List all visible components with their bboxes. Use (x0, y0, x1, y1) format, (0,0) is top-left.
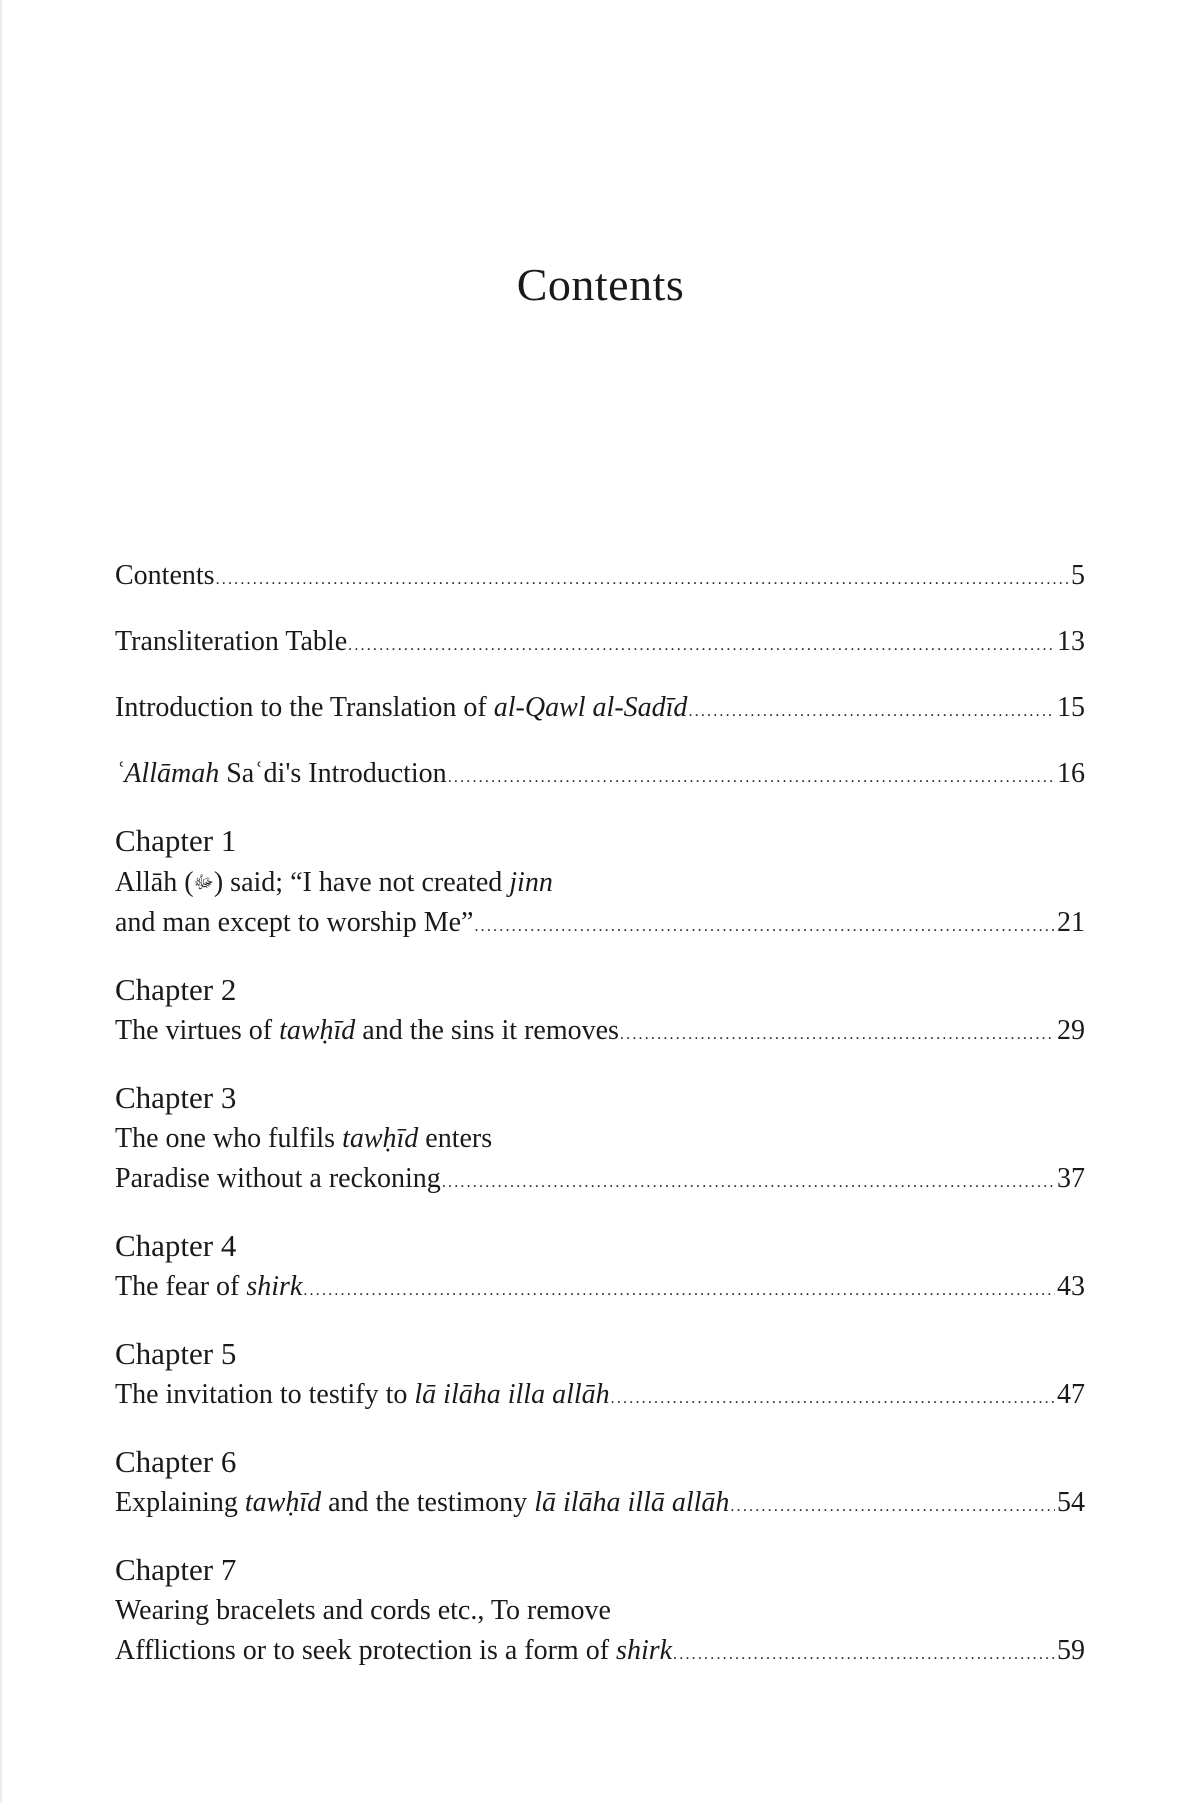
dot-leader (442, 1163, 1055, 1203)
toc-entry-translation-introduction[interactable] (115, 688, 1085, 732)
entry-text-italic: jinn (509, 867, 553, 898)
page-number: 43 (1057, 1271, 1085, 1302)
entry-text: Afflictions or to seek protection is a form of (115, 1635, 617, 1666)
page-number: 54 (1057, 1487, 1085, 1518)
page-number: 21 (1057, 907, 1085, 938)
dot-leader (303, 1271, 1055, 1311)
entry-title-line-1: Wearing bracelets and cords etc., To remove (115, 1595, 611, 1626)
page-number: 59 (1057, 1635, 1085, 1666)
entry-text: Explaining (115, 1487, 245, 1518)
entry-text-italic: tawḥīd (342, 1123, 419, 1154)
entry-title (115, 1011, 619, 1051)
page-number: 47 (1057, 1379, 1085, 1410)
toc-entry-contents[interactable] (115, 556, 1085, 600)
entry-text: and the testimony (321, 1487, 535, 1518)
entry-label: Contents (115, 560, 215, 591)
entry-text: ) said; “I have not created (213, 867, 510, 898)
entry-text-italic: lā ilāha illā allāh (534, 1487, 730, 1518)
entry-label (115, 754, 447, 794)
chapter-heading: Chapter 2 (115, 972, 237, 1007)
dot-leader (611, 1379, 1055, 1419)
entry-text: Allāh ( (115, 867, 194, 898)
entry-title-line-2: Paradise without a reckoning (115, 1163, 441, 1194)
toc-entry-chapter-7[interactable] (115, 1549, 1085, 1675)
entry-label-text: Introduction to the Translation of (115, 692, 494, 723)
entry-title-line-2 (115, 1631, 672, 1671)
entry-text-italic: lā ilāha illa allāh (414, 1379, 610, 1410)
entry-title-line-1 (115, 862, 1085, 903)
entry-text-italic: shirk (616, 1635, 673, 1666)
toc-entry-chapter-6[interactable] (115, 1441, 1085, 1527)
page-number: 15 (1057, 692, 1085, 723)
entry-text: The invitation to testify to (115, 1379, 415, 1410)
entry-text: enters (418, 1123, 493, 1154)
dot-leader (348, 626, 1055, 666)
entry-text-italic: tawḥīd (279, 1015, 356, 1046)
chapter-heading: Chapter 5 (115, 1336, 237, 1371)
table-of-contents (115, 556, 1085, 1697)
page-title: Contents (516, 259, 685, 310)
honorific-glyph-icon: ﷻ (193, 872, 214, 892)
dot-leader (688, 692, 1055, 732)
toc-entry-chapter-5[interactable] (115, 1333, 1085, 1419)
dot-leader (620, 1015, 1055, 1055)
page-number: 37 (1057, 1163, 1085, 1194)
chapter-heading: Chapter 3 (115, 1080, 237, 1115)
entry-text: The fear of (115, 1271, 247, 1302)
entry-text-italic: tawḥīd (244, 1487, 322, 1518)
dot-leader (448, 758, 1055, 798)
page-number: 16 (1057, 758, 1085, 789)
entry-title-line-1 (115, 1119, 1085, 1159)
chapter-heading: Chapter 7 (115, 1552, 237, 1587)
entry-text: The one who fulfils (115, 1123, 343, 1154)
toc-entry-chapter-2[interactable] (115, 969, 1085, 1055)
entry-text-italic: shirk (246, 1271, 303, 1302)
toc-entry-transliteration-table[interactable] (115, 622, 1085, 666)
toc-entry-chapter-3[interactable] (115, 1077, 1085, 1203)
page-number: 5 (1071, 560, 1085, 591)
entry-label-text: Saʿdi's Introduction (219, 758, 447, 789)
chapter-heading: Chapter 1 (115, 823, 237, 858)
entry-text: and the sins it removes (355, 1015, 619, 1046)
entry-title (115, 1483, 729, 1523)
dot-leader (216, 560, 1069, 600)
entry-title (115, 1267, 302, 1307)
page-number: 13 (1057, 626, 1085, 657)
dot-leader (730, 1487, 1055, 1527)
toc-entry-sadi-introduction[interactable] (115, 754, 1085, 798)
dot-leader (474, 907, 1055, 947)
entry-title (115, 1375, 610, 1415)
entry-label: Transliteration Table (115, 626, 348, 657)
entry-label (115, 688, 687, 728)
chapter-heading: Chapter 6 (115, 1444, 237, 1479)
chapter-heading: Chapter 4 (115, 1228, 237, 1263)
entry-label-italic: al-Qawl al-Sadīd (493, 692, 688, 723)
toc-entry-chapter-4[interactable] (115, 1225, 1085, 1311)
dot-leader (673, 1635, 1055, 1675)
entry-title-line-2: and man except to worship Me” (115, 907, 474, 938)
page-number: 29 (1057, 1015, 1085, 1046)
toc-entry-chapter-1[interactable] (115, 820, 1085, 947)
entry-text: The virtues of (115, 1015, 280, 1046)
entry-label-italic: ʿAllāmah (115, 758, 220, 789)
